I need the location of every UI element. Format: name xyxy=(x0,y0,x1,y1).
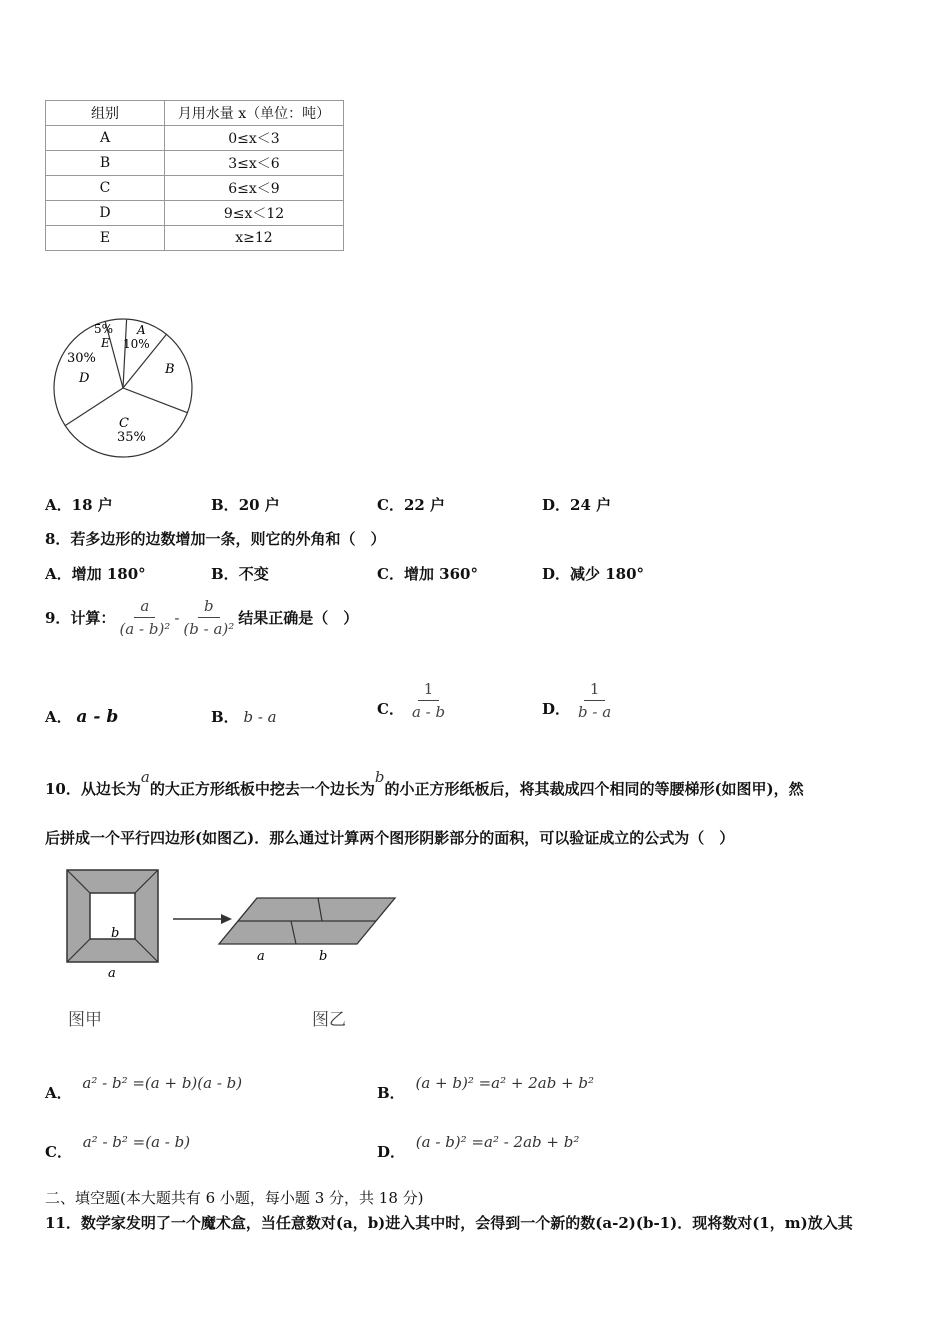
pie-label-a-pct: 10% xyxy=(123,337,150,351)
q10-option-c[interactable] xyxy=(45,1131,191,1161)
option-value: a - b xyxy=(76,707,119,727)
fraction-denominator: a - b xyxy=(411,703,446,721)
option-fraction xyxy=(578,680,611,721)
q8-option-a[interactable] xyxy=(45,563,146,584)
table-cell: D xyxy=(46,201,165,226)
option-value: 增加 360° xyxy=(403,565,478,583)
q9-suffix: 结果正确是（ ） xyxy=(238,609,359,627)
fraction-denominator: b - a xyxy=(578,703,612,721)
q7-option-c[interactable] xyxy=(377,494,445,515)
fig1-caption: 图甲 xyxy=(68,1010,102,1030)
table-row xyxy=(46,151,344,176)
option-value: 不变 xyxy=(238,565,269,583)
option-key: B． xyxy=(211,496,239,514)
pie-label-d-pct: 30% xyxy=(67,351,96,366)
table-row xyxy=(46,126,344,151)
q9-prefix: 9．计算： xyxy=(45,609,116,627)
table-cell: 0≤x＜3 xyxy=(165,126,344,151)
fraction-numerator: 1 xyxy=(418,680,440,701)
option-value: a² - b² =(a + b)(a - b) xyxy=(82,1074,243,1092)
q9-option-a[interactable] xyxy=(45,706,118,727)
q7-option-a[interactable] xyxy=(45,494,113,515)
fig2-caption: 图乙 xyxy=(312,1010,346,1030)
pie-label-a: A xyxy=(137,323,146,337)
q10-line-1 xyxy=(45,768,915,799)
table-cell: 3≤x＜6 xyxy=(165,151,344,176)
pie-slice-boundary-d xyxy=(65,388,123,426)
table-cell: 9≤x＜12 xyxy=(165,201,344,226)
pie-label-b: B xyxy=(165,362,175,377)
q10-option-d[interactable] xyxy=(377,1131,580,1161)
table-header-row xyxy=(46,101,344,126)
fig2-label-a: a xyxy=(257,949,265,964)
q10-option-a[interactable] xyxy=(45,1072,243,1102)
option-value: b - a xyxy=(243,708,277,726)
option-key: B． xyxy=(211,708,239,726)
option-value: 22 户 xyxy=(403,496,446,514)
pie-label-d: D xyxy=(79,371,90,386)
option-value: 20 户 xyxy=(238,496,280,514)
option-key: A． xyxy=(45,565,72,583)
option-key: D． xyxy=(542,565,571,583)
q8-option-c[interactable] xyxy=(377,563,478,584)
pie-label-c: C xyxy=(119,416,129,431)
q10-option-b[interactable] xyxy=(377,1072,595,1102)
table-cell: E xyxy=(46,226,165,251)
option-key: D． xyxy=(542,496,571,514)
table-cell: C xyxy=(46,176,165,201)
fig1-label-b: b xyxy=(111,926,120,941)
pie-chart xyxy=(45,310,205,470)
q10-var-b: b xyxy=(374,768,385,786)
q9-fraction-1 xyxy=(119,597,170,638)
pie-slice-boundary-c xyxy=(123,388,187,413)
option-key: C． xyxy=(377,496,404,514)
option-key: D． xyxy=(377,1143,406,1161)
fraction-numerator: b xyxy=(198,597,220,618)
pie-slice-boundary-a xyxy=(123,319,127,388)
option-key: B． xyxy=(211,565,239,583)
q9-option-c[interactable] xyxy=(377,680,445,721)
option-key: C． xyxy=(45,1143,72,1161)
q7-option-b[interactable] xyxy=(211,494,280,515)
q10-var-a: a xyxy=(140,768,150,786)
option-key: C． xyxy=(377,700,404,718)
option-value: (a - b)² =a² - 2ab + b² xyxy=(415,1133,580,1151)
option-fraction xyxy=(412,680,445,721)
option-key: B． xyxy=(377,1084,405,1102)
option-key: A． xyxy=(45,496,72,514)
table-header-usage: 月用水量 x（单位：吨） xyxy=(165,101,344,126)
pie-label-e-pct: 5% xyxy=(94,322,114,336)
q10-text-c: 的小正方形纸板后，将其裁成四个相同的等腰梯形(如图甲)，然 xyxy=(384,780,804,798)
table-header-group: 组别 xyxy=(46,101,165,126)
pie-label-c-pct: 35% xyxy=(117,430,146,445)
option-value: 增加 180° xyxy=(71,565,146,583)
option-key: C． xyxy=(377,565,404,583)
figure-yi xyxy=(215,890,400,970)
option-value: (a + b)² =a² + 2ab + b² xyxy=(415,1074,595,1092)
q11-stem: 11．数学家发明了一个魔术盒，当任意数对(a，b)进入其中时，会得到一个新的数(a-2)(b-1)．现将数对(1，m)放入其 xyxy=(45,1214,853,1232)
q10-line-2: 后拼成一个平行四边形(如图乙)．那么通过计算两个图形阴影部分的面积，可以验证成立的公式为（ ） xyxy=(45,829,735,847)
table-cell: x≥12 xyxy=(165,226,344,251)
pie-label-e: E xyxy=(101,336,110,350)
q9-minus: - xyxy=(174,608,180,627)
table-row xyxy=(46,201,344,226)
option-key: D． xyxy=(542,700,571,718)
q7-option-d[interactable] xyxy=(542,494,611,515)
option-key: A． xyxy=(45,708,72,726)
table-cell: B xyxy=(46,151,165,176)
q9-stem xyxy=(45,597,358,638)
table-row xyxy=(46,176,344,201)
option-value: 24 户 xyxy=(570,496,612,514)
figure-jia xyxy=(60,865,170,980)
q9-option-b[interactable] xyxy=(211,706,277,727)
fraction-denominator: (a - b)² xyxy=(119,620,171,638)
water-usage-table xyxy=(45,100,344,251)
q9-fraction-2 xyxy=(183,597,234,638)
q8-stem: 8．若多边形的边数增加一条，则它的外角和（ ） xyxy=(45,530,386,548)
table-cell: A xyxy=(46,126,165,151)
option-value: 减少 180° xyxy=(570,565,645,583)
option-value: 18 户 xyxy=(71,496,113,514)
table-cell: 6≤x＜9 xyxy=(165,176,344,201)
fraction-denominator: (b - a)² xyxy=(183,620,235,638)
fig2-label-b: b xyxy=(319,949,328,964)
q10-text-b: 的大正方形纸板中挖去一个边长为 xyxy=(149,780,375,798)
q8-option-b[interactable] xyxy=(211,563,269,584)
q8-option-d[interactable] xyxy=(542,563,644,584)
option-key: A． xyxy=(45,1084,72,1102)
q10-text-a: 10．从边长为 xyxy=(45,780,141,798)
table-row xyxy=(46,226,344,251)
fraction-numerator: 1 xyxy=(584,680,606,701)
q9-option-d[interactable] xyxy=(542,680,611,721)
section-heading: 二、填空题(本大题共有 6 小题，每小题 3 分，共 18 分) xyxy=(45,1189,424,1207)
option-value: a² - b² =(a - b) xyxy=(82,1133,191,1151)
fraction-numerator: a xyxy=(134,597,155,618)
fig1-label-a: a xyxy=(108,966,116,980)
